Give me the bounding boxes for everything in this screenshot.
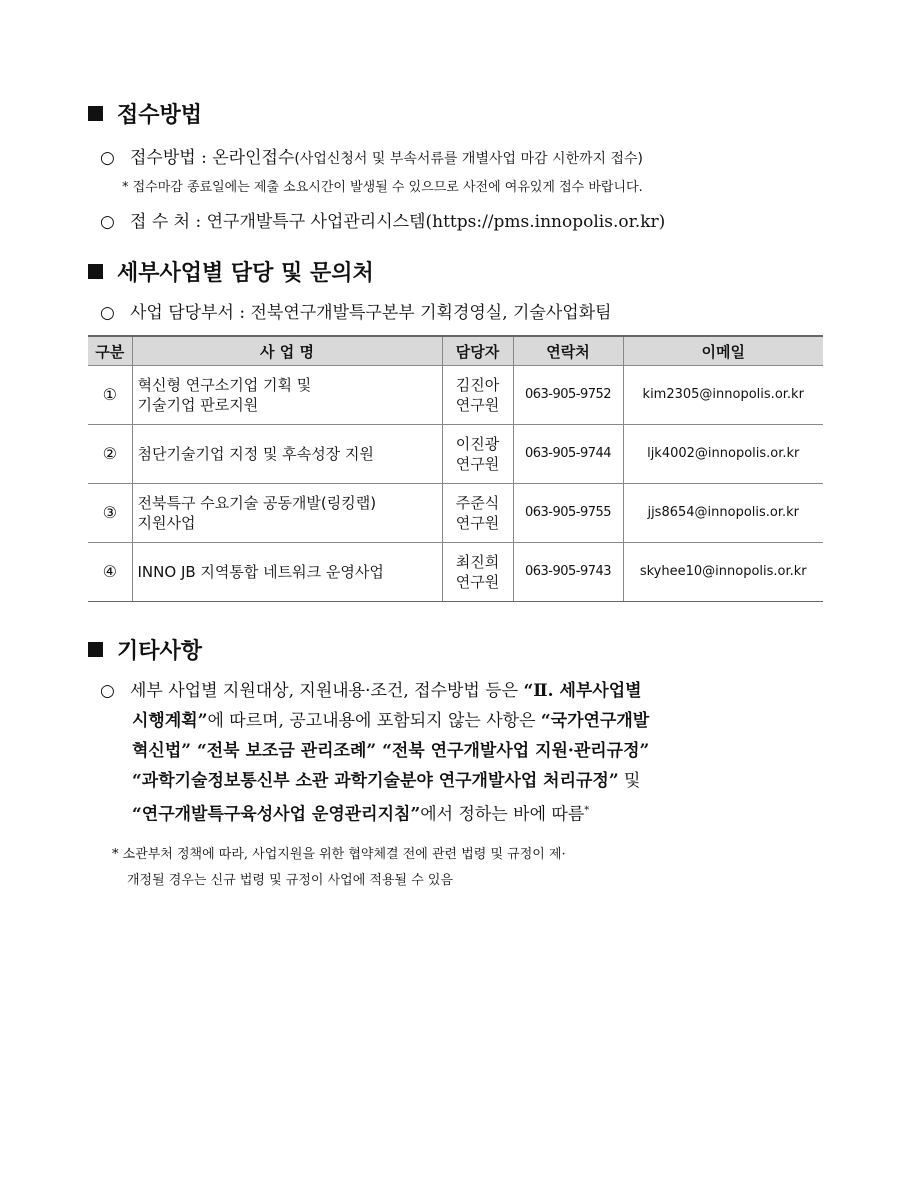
manager-title: 연구원	[455, 455, 500, 473]
manager-name: 이진광	[455, 435, 500, 453]
manager-cell	[442, 543, 513, 602]
email-cell: kim2305@innopolis.or.kr	[623, 366, 823, 425]
manager-title: 연구원	[455, 514, 500, 532]
paragraph-line	[100, 796, 820, 830]
dept-text: 사업 담당부서 : 전북연구개발특구본부 기획경영실, 기술사업화팀	[130, 303, 612, 323]
email-cell: skyhee10@innopolis.or.kr	[623, 543, 823, 602]
bold-span: “국가연구개발	[540, 711, 650, 731]
manager-cell	[442, 366, 513, 425]
task-line: 첨단기술기업 지정 및 후속성장 지원	[137, 445, 374, 463]
section-title: 접수방법	[117, 103, 203, 128]
manager-title: 연구원	[455, 573, 500, 591]
contacts-table	[88, 335, 823, 602]
paragraph-line	[100, 706, 820, 736]
phone-cell: 063-905-9752	[513, 366, 623, 425]
task-cell	[132, 425, 442, 484]
reception-note: * 접수마감 종료일에는 제출 소요시간이 발생될 수 있으므로 사전에 여유있게 접수 바랍니다.	[122, 180, 643, 195]
row-number: ②	[88, 425, 132, 484]
bold-span: 혁신법” “전북 보조금 관리조례” “전북 연구개발사업 지원·관리규정”	[132, 741, 650, 761]
circle-bullet-icon: ○	[100, 303, 115, 323]
reception-place-line	[100, 207, 665, 232]
header-cell: 구분	[88, 336, 132, 366]
paragraph-line	[100, 736, 820, 766]
section-title: 기타사항	[117, 639, 203, 664]
section-heading-reception	[88, 98, 202, 129]
manager-title: 연구원	[455, 396, 500, 414]
phone-cell: 063-905-9743	[513, 543, 623, 602]
phone-cell: 063-905-9755	[513, 484, 623, 543]
task-line: 지원사업	[137, 514, 196, 532]
paragraph-line	[100, 676, 820, 706]
manager-name: 최진희	[455, 553, 500, 571]
manager-cell	[442, 484, 513, 543]
row-number: ①	[88, 366, 132, 425]
reception-method-line	[100, 143, 643, 168]
footnote-marker: *	[584, 805, 590, 816]
task-line: 전북특구 수요기술 공동개발(링킹랩)	[137, 494, 377, 512]
email-cell: ljk4002@innopolis.or.kr	[623, 425, 823, 484]
dept-line	[100, 298, 612, 323]
manager-cell	[442, 425, 513, 484]
header-cell: 이메일	[623, 336, 823, 366]
table-header-row	[88, 336, 823, 366]
text-span: 에 따르며, 공고내용에 포함되지 않는 사항은	[207, 711, 541, 731]
table-row	[88, 543, 823, 602]
section-heading-contacts	[88, 256, 374, 287]
reception-method-detail: (사업신청서 및 부속서류를 개별사업 마감 시한까지 접수)	[294, 151, 644, 167]
circle-bullet-icon: ○	[100, 681, 115, 701]
manager-name: 주준식	[455, 494, 500, 512]
text-span: 세부 사업별 지원대상, 지원내용·조건, 접수방법 등은	[130, 681, 524, 701]
square-bullet-icon	[88, 106, 103, 121]
task-cell	[132, 484, 442, 543]
table-row	[88, 425, 823, 484]
row-number: ④	[88, 543, 132, 602]
email-cell: jjs8654@innopolis.or.kr	[623, 484, 823, 543]
section-heading-etc	[88, 634, 202, 665]
task-line: 기술기업 판로지원	[137, 396, 259, 414]
manager-name: 김진아	[455, 376, 500, 394]
header-cell: 연락처	[513, 336, 623, 366]
etc-note-line: * 소관부처 정책에 따라, 사업지원을 위한 협약체결 전에 관련 법령 및 규정이 제·	[112, 847, 566, 862]
square-bullet-icon	[88, 264, 103, 279]
circle-bullet-icon: ○	[100, 212, 115, 232]
table-row	[88, 366, 823, 425]
header-cell: 사 업 명	[132, 336, 442, 366]
reception-place-text: 접 수 처 : 연구개발특구 사업관리시스템(https://pms.innopolis.or.kr)	[130, 212, 666, 232]
paragraph-line	[100, 766, 820, 796]
etc-paragraph	[100, 676, 820, 830]
task-cell	[132, 543, 442, 602]
bold-span: “과학기술정보통신부 소관 과학기술분야 연구개발사업 처리규정”	[132, 771, 619, 791]
header-cell: 담당자	[442, 336, 513, 366]
bold-span: “연구개발특구육성사업 운영관리지침”	[132, 804, 421, 825]
row-number: ③	[88, 484, 132, 543]
square-bullet-icon	[88, 642, 103, 657]
section-title: 세부사업별 담당 및 문의처	[117, 261, 374, 286]
task-cell	[132, 366, 442, 425]
reception-method-label: 접수방법 : 온라인접수	[130, 148, 295, 168]
task-line: INNO JB 지역통합 네트워크 운영사업	[137, 563, 384, 581]
task-line: 혁신형 연구소기업 기획 및	[137, 376, 312, 394]
etc-note-line: 개정될 경우는 신규 법령 및 규정이 사업에 적용될 수 있음	[127, 873, 454, 888]
circle-bullet-icon: ○	[100, 148, 115, 168]
phone-cell: 063-905-9744	[513, 425, 623, 484]
bold-span: 시행계획”	[132, 711, 208, 731]
table-row	[88, 484, 823, 543]
text-span: 에서 정하는 바에 따름	[420, 804, 585, 825]
bold-span: “Ⅱ. 세부사업별	[523, 681, 642, 701]
text-span: 및	[618, 771, 641, 791]
